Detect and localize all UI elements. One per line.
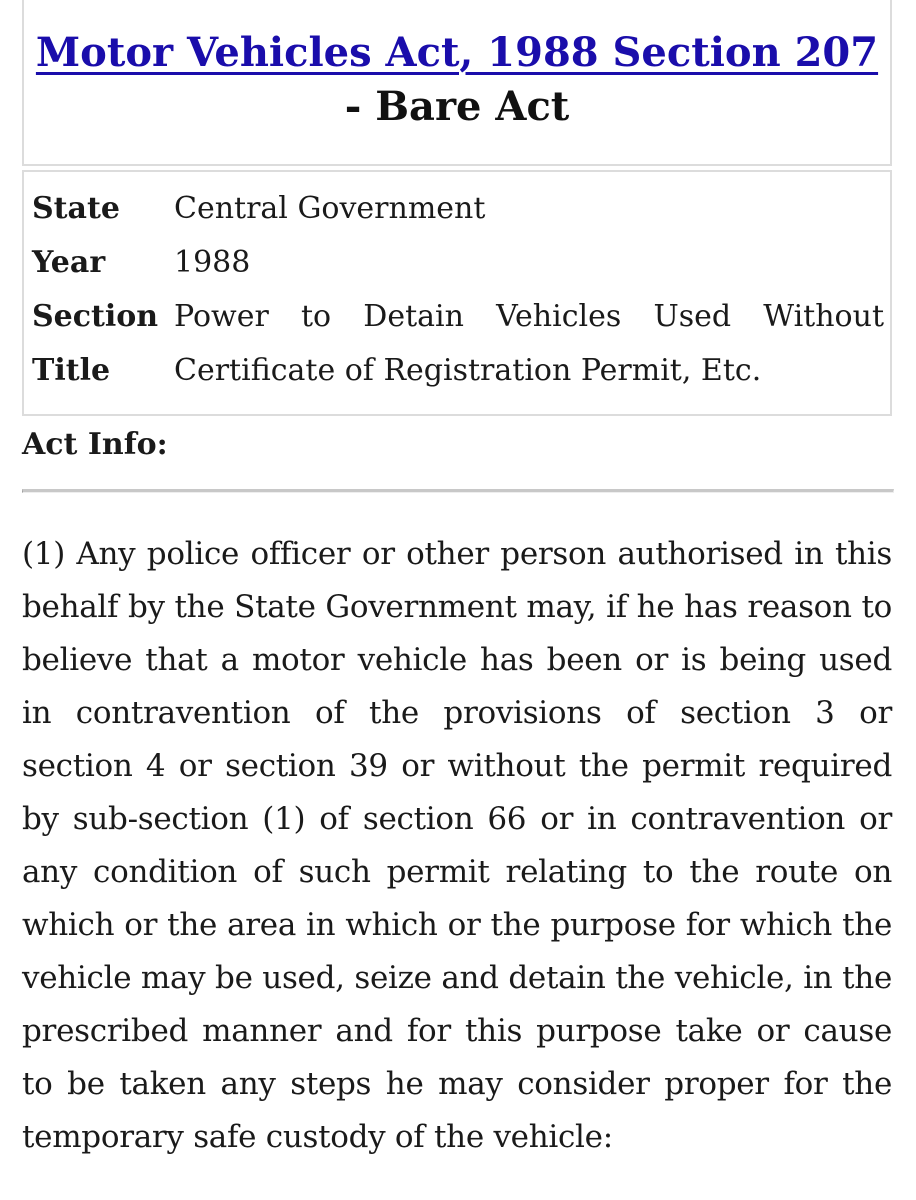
act-section-link[interactable]: Motor Vehicles Act, 1988 Section 207 (35, 29, 879, 76)
year-row (32, 236, 884, 290)
state-row (32, 182, 884, 236)
section-title-label (32, 290, 174, 398)
section-title-label-line1: Section (32, 299, 159, 334)
title-box (22, 0, 892, 166)
page-title (24, 26, 890, 134)
section-title-value: Power to Detain Vehicles Used Without Certificate of Registration Permit, Etc. (174, 299, 884, 388)
state-value: Central Government (174, 191, 486, 226)
state-label: State (32, 191, 120, 226)
section-title-row (32, 290, 884, 398)
act-details-box (22, 170, 892, 416)
section-body-paragraph: (1) Any police officer or other person authorised in this behalf by the State Government may, if he has reason to believe that a motor vehicle has been or is being used in contravention of the provisions of section 3 or section 4 or section 39 or without the permit required by sub-section (1) of section 66 or in contravention or any condition of such permit relating to the route on which or the area in which or the purpose for which the vehicle may be used, seize and detain the vehicle, in the prescribed manner and for this purpose take or cause to be taken any steps he may consider proper for the temporary safe custody of the vehicle: (22, 536, 892, 1155)
year-label: Year (32, 245, 106, 280)
act-info-heading: Act Info: (22, 427, 168, 462)
title-suffix: - Bare Act (344, 83, 570, 130)
section-title-label-line2: Title (32, 353, 111, 388)
year-value: 1988 (174, 245, 251, 280)
act-details-table (32, 182, 884, 398)
divider (22, 489, 894, 493)
